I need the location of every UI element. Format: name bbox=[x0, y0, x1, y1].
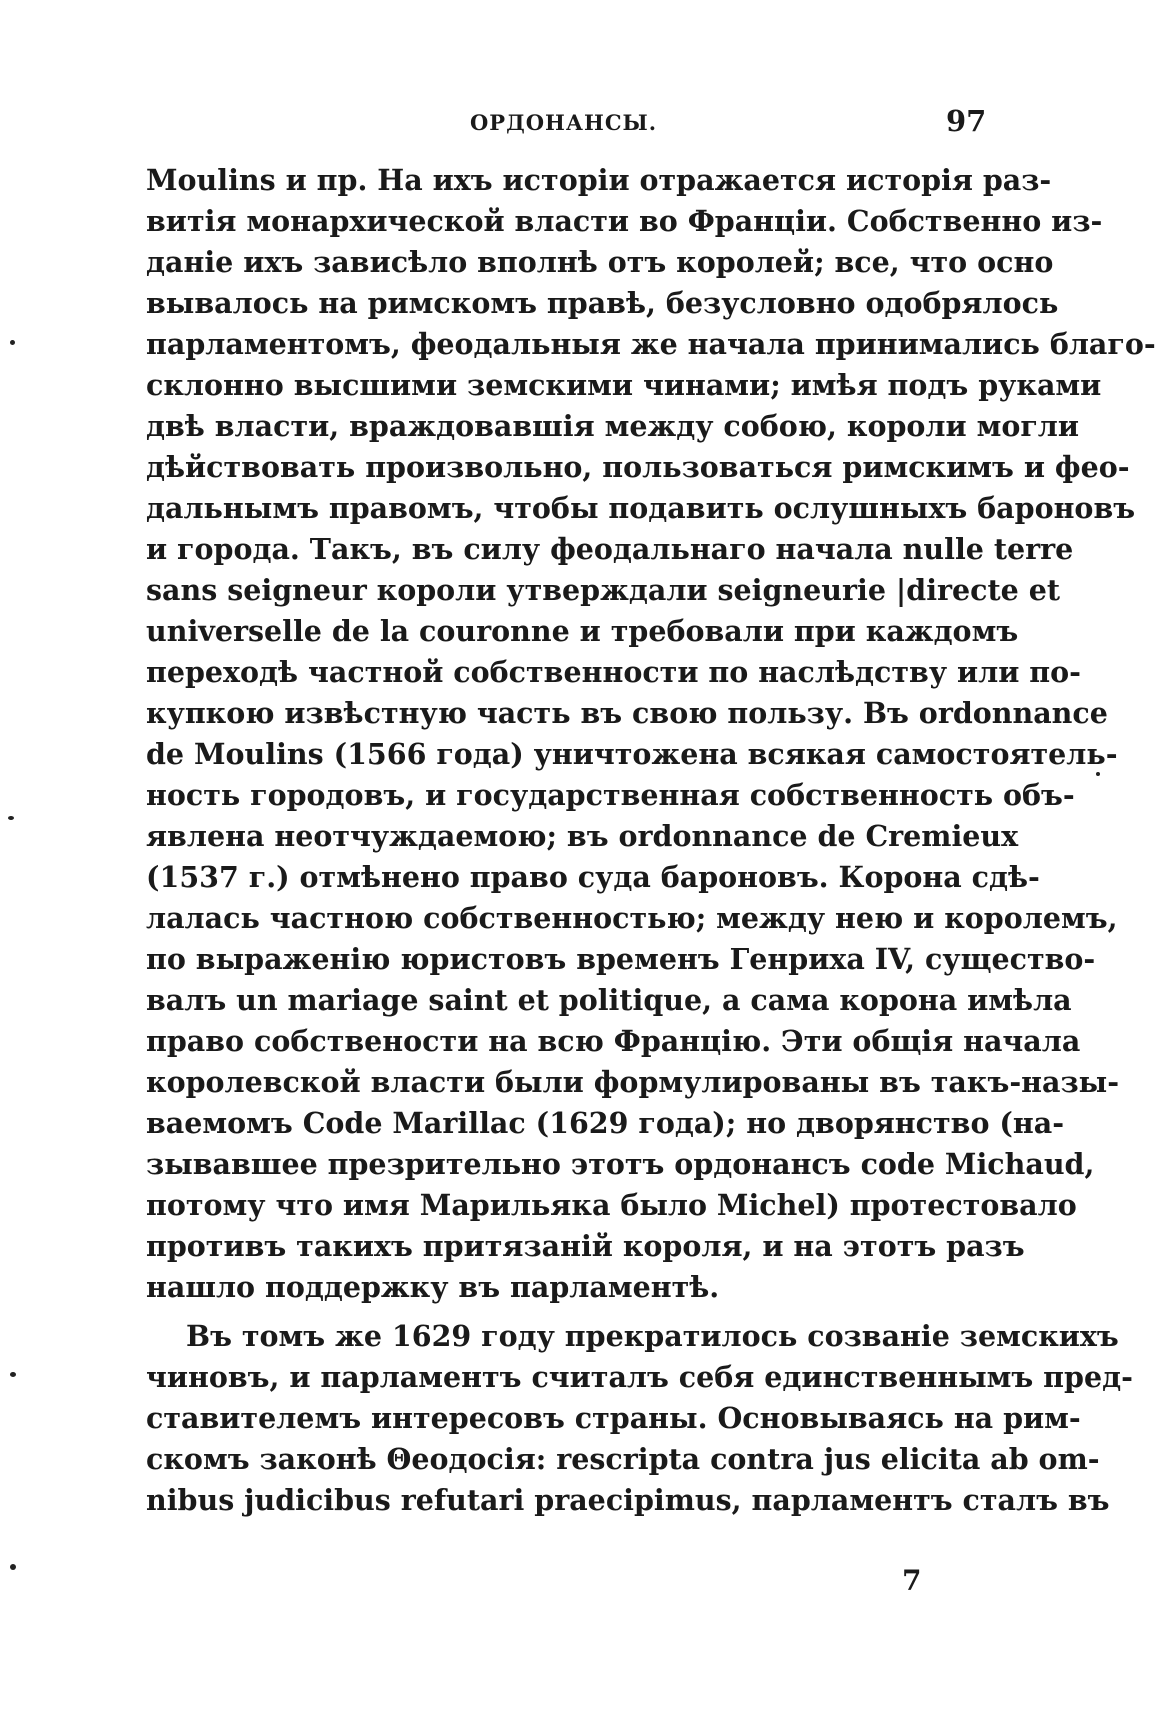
body-text bbox=[146, 160, 1156, 1521]
text-line: чиновъ, и парламентъ считалъ себя единственнымъ пред- bbox=[146, 1360, 1133, 1394]
text-line: явлена неотчуждаемою; въ ordonnance de Cremieux bbox=[146, 819, 1019, 853]
text-line: склонно высшими земскими чинами; имѣя подъ руками bbox=[146, 368, 1102, 402]
text-line: противъ такихъ притязаній короля, и на этотъ разъ bbox=[146, 1229, 1025, 1263]
text-line: лалась частною собственностью; между нею и королемъ, bbox=[146, 901, 1118, 935]
text-line: sans seigneur короли утверждали seigneurie |directe et bbox=[146, 573, 1061, 607]
paragraph bbox=[146, 1316, 1133, 1521]
text-line: королевской власти были формулированы въ такъ-назы- bbox=[146, 1065, 1120, 1099]
page-number: 97 bbox=[946, 104, 987, 138]
text-line: двѣ власти, враждовавшія между собою, короли могли bbox=[146, 409, 1080, 443]
text-line: парламентомъ, феодальныя же начала принимались благо- bbox=[146, 327, 1156, 361]
scan-speck bbox=[10, 1372, 16, 1377]
text-line: и города. Такъ, въ силу феодальнаго начала nulle terre bbox=[146, 532, 1074, 566]
paragraph bbox=[146, 160, 1156, 1308]
text-line: ность городовъ, и государственная собственность объ- bbox=[146, 778, 1075, 812]
text-line: витія монархической власти во Франціи. Собственно из- bbox=[146, 204, 1103, 238]
text-line: ставителемъ интересовъ страны. Основываясь на рим- bbox=[146, 1401, 1081, 1435]
text-line: даніе ихъ зависѣло вполнѣ отъ королей; все, что осно bbox=[146, 245, 1054, 279]
text-line: вывалось на римскомъ правѣ, безусловно одобрялось bbox=[146, 286, 1059, 320]
scan-speck bbox=[8, 816, 14, 820]
text-line: Moulins и пр. На ихъ исторіи отражается исторія раз- bbox=[146, 163, 1052, 197]
signature-mark: 7 bbox=[902, 1564, 922, 1597]
text-line: нашло поддержку въ парламентѣ. bbox=[146, 1270, 720, 1304]
text-line: Въ томъ же 1629 году прекратилось созваніе земскихъ bbox=[186, 1319, 1119, 1353]
text-line: (1537 г.) отмѣнено право суда бароновъ. Корона сдѣ- bbox=[146, 860, 1040, 894]
text-line: купкою извѣстную часть въ свою пользу. Въ ordonnance bbox=[146, 696, 1108, 730]
text-line: по выраженію юристовъ временъ Генриха IV, существо- bbox=[146, 942, 1096, 976]
paragraph-gap bbox=[146, 1308, 994, 1316]
text-line: право собствености на всю Францію. Эти общія начала bbox=[146, 1024, 1081, 1058]
scan-speck bbox=[1096, 772, 1100, 776]
scan-speck bbox=[10, 1564, 16, 1570]
text-line: переходѣ частной собственности по наслѣдству или по- bbox=[146, 655, 1081, 689]
running-header bbox=[0, 104, 1140, 144]
text-line: de Moulins (1566 года) уничтожена всякая самостоятель- bbox=[146, 737, 1118, 771]
text-line: скомъ законѣ Θеодосія: rescripta contra jus elicita ab om- bbox=[146, 1442, 1100, 1476]
text-line: nibus judicibus refutari praecipimus, парламентъ сталъ въ bbox=[146, 1483, 1110, 1517]
text-line: дѣйствовать произвольно, пользоваться римскимъ и фео- bbox=[146, 450, 1130, 484]
scan-speck bbox=[10, 340, 15, 345]
text-line: валъ un mariage saint et politique, а сама корона имѣла bbox=[146, 983, 1072, 1017]
text-line: дальнымъ правомъ, чтобы подавить ослушныхъ бароновъ bbox=[146, 491, 1136, 525]
text-line: universelle de la couronne и требовали при каждомъ bbox=[146, 614, 1019, 648]
text-line: ваемомъ Code Marillac (1629 года); но дворянство (на- bbox=[146, 1106, 1065, 1140]
text-line: зывавшее презрительно этотъ ордонансъ code Michaud, bbox=[146, 1147, 1095, 1181]
text-line: потому что имя Марильяка было Michel) протестовало bbox=[146, 1188, 1077, 1222]
running-title: ОРДОНАНСЫ. bbox=[470, 110, 658, 135]
